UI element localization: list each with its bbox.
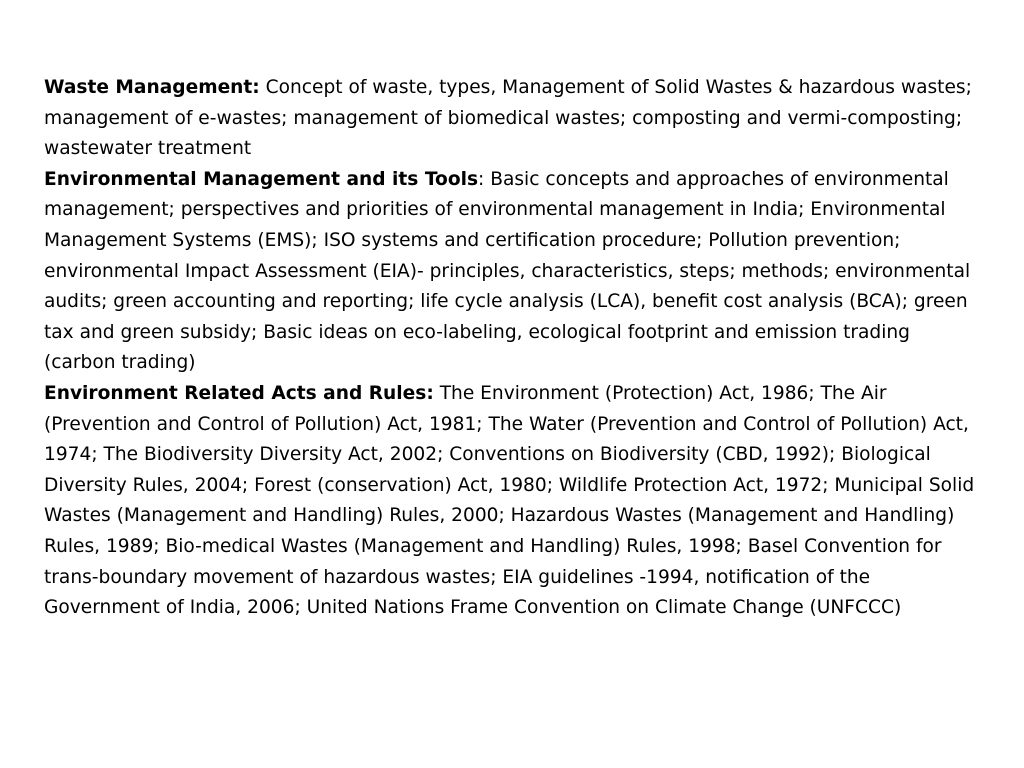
section-heading: Environment Related Acts and Rules: [44,382,434,404]
section-body: The Environment (Protection) Act, 1986; The Air (Prevention and Control of Pollution) Act, 1981; The Water (Prevention and Control of Pollution) Act, 1974; The Biodiversity Diversity Act, 2002; Conventions on Biodiversity (CBD, 1992); Biological Diversity Rules, 2004; Forest (conservation) Act, 1980; Wildlife Protection Act, 1972; Municipal Solid Wastes (Management and Handling) Rules, 2000; Hazardous Wastes (Management and Handling) Rules, 1989; Bio-medical Wastes (Management and Handling) Rules, 1998; Basel Convention for trans-boundary movement of hazardous wastes; EIA guidelines -1994, notification of the Government of India, 2006; United Nations Frame Convention on Climate Change (UNFCCC) [44,382,975,619]
section-heading: Environmental Management and its Tools [44,168,479,190]
section-body: Concept of waste, types, Management of Solid Wastes & hazardous wastes; management of e-wastes; management of biomedical wastes; composting and vermi-composting; wastewater treatment [44,77,972,160]
section-acts-and-rules [44,379,984,624]
section-environmental-management [44,165,984,379]
section-body: : Basic concepts and approaches of environmental management; perspectives and priorities of environmental management in India; Environmental Management Systems (EMS); ISO systems and certification procedure; Pollution prevention; environmental Impact Assessment (EIA)- principles, characteristics, steps; methods; environmental audits; green accounting and reporting; life cycle analysis (LCA), benefit cost analysis (BCA); green tax and green subsidy; Basic ideas on eco-labeling, ecological footprint and emission trading (carbon trading) [44,168,971,374]
slide-content [44,73,984,624]
section-heading: Waste Management: [44,77,260,98]
section-waste-management [44,73,984,165]
